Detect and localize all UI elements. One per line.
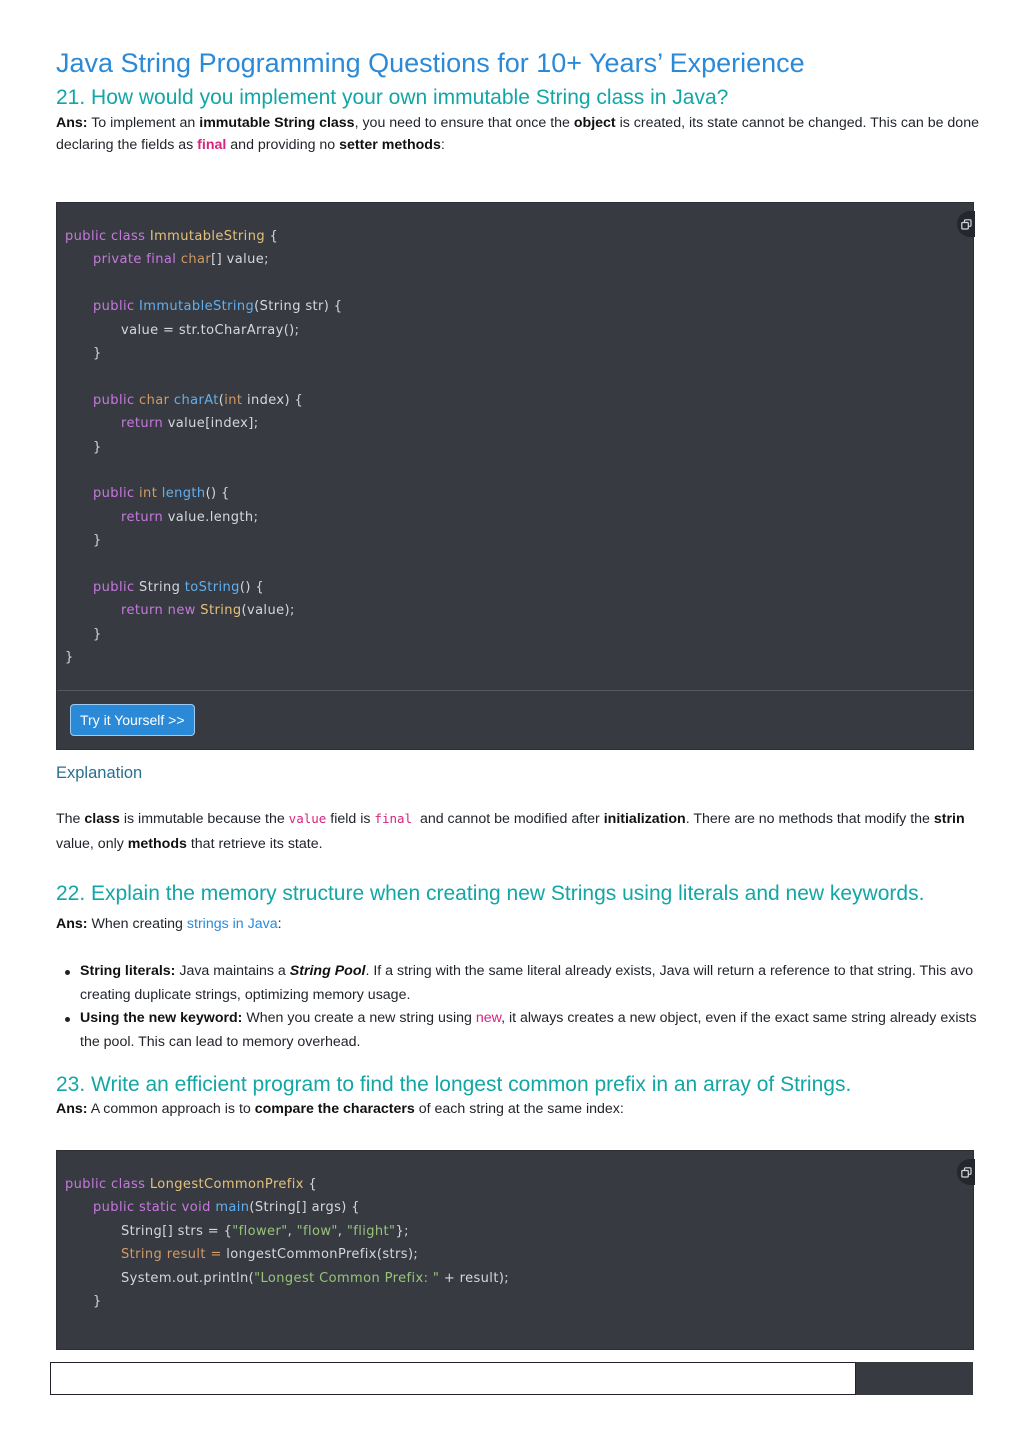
copy-icon (961, 219, 972, 230)
code-token: } (93, 346, 102, 361)
code-token: return (121, 509, 168, 525)
answer-text: When creating (87, 916, 187, 932)
footer-box (50, 1362, 856, 1395)
code-token: longestCommonPrefix(strs); (226, 1247, 419, 1263)
explanation-text: . There are no methods that modify the (685, 811, 934, 827)
answer-text: and providing no (226, 137, 340, 153)
code-token: public (93, 392, 140, 408)
answer-text: A common approach is to (87, 1101, 255, 1117)
question-21-heading: 21. How would you implement your own immutable String class in Java? (56, 86, 729, 109)
code-line (93, 391, 303, 411)
bullet-label-keyword: new (148, 1010, 177, 1026)
bullet-emphasis: String Pool (289, 963, 366, 979)
code-token: , (287, 1223, 297, 1239)
code-token: private final (93, 252, 181, 268)
code-line (121, 321, 299, 341)
code-token: LongestCommonPrefix (149, 1177, 304, 1192)
code-line (121, 508, 258, 528)
explanation-text: value, only (56, 836, 128, 852)
code-token: String (139, 580, 185, 595)
code-line (65, 648, 74, 668)
code-token: "flow" (296, 1223, 338, 1239)
answer-emphasis: object (573, 115, 616, 131)
question-23-heading: 23. Write an efficient program to find the longest common prefix in an array of Strings. (56, 1073, 852, 1096)
bullet-text: the pool. This can lead to memory overhead. (80, 1033, 361, 1050)
explanation-emphasis: methods (127, 836, 187, 852)
code-line (121, 601, 295, 621)
bullet-text: . If a string with the same literal already exists, Java will return a reference to that string. This avo (365, 963, 974, 979)
explanation-text: and cannot be modified after (412, 811, 604, 827)
answer-label: Ans: (56, 1101, 88, 1117)
code-line (93, 344, 102, 364)
code-token: char (139, 392, 174, 408)
answer-text: of each string at the same index: (414, 1101, 624, 1117)
code-block-immutable-string (56, 202, 974, 750)
code-line (93, 1292, 102, 1312)
answer-text: : (277, 916, 282, 932)
code-token: } (93, 533, 102, 549)
code-line (121, 1269, 509, 1289)
bullet-text: When you create a new string using (242, 1010, 476, 1026)
explanation-line-1 (56, 808, 992, 830)
strings-in-java-link[interactable]: strings in Java (186, 916, 278, 932)
code-token: return new (121, 603, 201, 619)
code-line (93, 625, 102, 645)
list-item (56, 1007, 992, 1054)
code-token: String result = (121, 1247, 227, 1263)
explanation-emphasis: strin (933, 811, 965, 827)
copy-button[interactable] (957, 211, 975, 237)
code-block-longest-common-prefix (56, 1150, 974, 1350)
answer-text: , you need to ensure that once the (354, 115, 574, 131)
code-token: + result); (439, 1270, 510, 1286)
code-token: value.length; (167, 509, 259, 525)
code-token: int (139, 486, 162, 502)
code-token: } (93, 1294, 102, 1309)
answer-label: Ans: (56, 115, 88, 131)
answer-emphasis: setter methods (339, 137, 441, 153)
page-title: Java String Programming Questions for 10+ Years’ Experience (56, 48, 805, 78)
keyword-new: new (475, 1010, 502, 1026)
code-token: public class (65, 1177, 150, 1192)
bullet-text: , it always creates a new object, even if the exact same string already exists (501, 1010, 977, 1026)
code-line (65, 227, 278, 247)
code-line (93, 484, 230, 504)
footer-dark-panel (856, 1362, 973, 1395)
try-it-bar (57, 690, 973, 749)
code-line (93, 250, 269, 270)
code-line (65, 1175, 317, 1195)
explanation-emphasis: initialization (603, 811, 686, 827)
inline-code-value: value (288, 811, 327, 826)
try-it-yourself-button[interactable]: Try it Yourself >> (70, 704, 195, 736)
bullet-label: String literals: (80, 963, 176, 979)
code-token: length (161, 486, 206, 502)
answer-text: is created, its state cannot be changed. This can be done (615, 115, 979, 131)
code-token: { (264, 229, 279, 244)
code-token: toString (184, 580, 240, 595)
code-token: index) { (242, 392, 304, 408)
answer-text: To implement an (87, 115, 200, 131)
code-line (93, 297, 342, 317)
bullet-label: Using the (80, 1010, 149, 1026)
code-token: "flight" (346, 1223, 396, 1239)
answer-text: declaring the fields as (56, 137, 198, 153)
code-token: main (215, 1200, 250, 1216)
question-22-heading: 22. Explain the memory structure when creating new Strings using literals and new keywords. (56, 882, 925, 905)
code-token: ImmutableString (139, 299, 255, 315)
code-token: public (93, 580, 140, 595)
code-token: char (180, 252, 212, 268)
code-token: , (337, 1223, 347, 1239)
inline-code-final: final (374, 811, 413, 826)
explanation-text: field is (326, 811, 375, 827)
answer-emphasis: compare the characters (254, 1101, 415, 1117)
list-item (56, 960, 992, 1007)
code-line (121, 1222, 409, 1242)
question-22-answer (56, 913, 992, 935)
code-token: () { (205, 486, 230, 502)
explanation-heading: Explanation (56, 764, 143, 782)
code-token: charAt (173, 392, 219, 408)
code-token: }; (395, 1223, 409, 1239)
code-line (93, 438, 102, 458)
keyword-final: final (197, 137, 227, 153)
code-line (93, 1198, 360, 1218)
code-token: "Longest Common Prefix: " (254, 1270, 440, 1286)
answer-label: Ans: (56, 916, 88, 932)
code-token: String[] strs = { (121, 1223, 233, 1239)
question-21-answer-line-1 (56, 112, 992, 134)
code-token: } (93, 626, 102, 642)
explanation-text: The (56, 811, 85, 827)
code-token: public (93, 299, 140, 315)
bullet-text: creating duplicate strings, optimizing memory usage. (80, 986, 411, 1003)
code-token: return (121, 416, 168, 432)
code-token: value = str.toCharArray(); (121, 322, 300, 338)
code-token: public (93, 486, 140, 502)
copy-button[interactable] (957, 1159, 975, 1185)
code-token: { (303, 1177, 318, 1192)
code-token: ( (218, 392, 225, 408)
copy-icon (961, 1167, 972, 1178)
question-23-answer (56, 1098, 992, 1120)
bullet-text: Java maintains a (175, 963, 290, 979)
code-token: [] value; (211, 252, 269, 268)
code-token: public class (65, 229, 150, 244)
code-token: } (93, 439, 102, 455)
code-line (93, 578, 264, 598)
explanation-emphasis: class (84, 811, 120, 827)
code-token: (value); (241, 603, 295, 619)
memory-structure-list (56, 960, 992, 1054)
code-token: (String[] args) { (249, 1200, 360, 1216)
code-token: String (200, 603, 242, 619)
code-token: System.out.println( (121, 1270, 255, 1286)
code-token: (String str) { (254, 299, 343, 315)
explanation-line-2 (56, 833, 992, 855)
code-token: () { (239, 580, 264, 595)
code-token: value[index]; (167, 416, 259, 432)
code-token: } (65, 650, 74, 666)
code-token: "flower" (232, 1223, 288, 1239)
code-line (121, 1245, 418, 1265)
code-token: public static void (93, 1200, 216, 1216)
code-token: int (224, 392, 243, 408)
answer-emphasis: immutable String class (199, 115, 355, 131)
code-token: ImmutableString (149, 229, 265, 244)
explanation-text: that retrieve its state. (186, 836, 323, 852)
explanation-text: is immutable because the (119, 811, 289, 827)
code-line (121, 414, 259, 434)
answer-text: : (440, 137, 445, 153)
code-line (93, 531, 102, 551)
bullet-label: keyword: (176, 1010, 243, 1026)
question-21-answer-line-2 (56, 134, 992, 156)
